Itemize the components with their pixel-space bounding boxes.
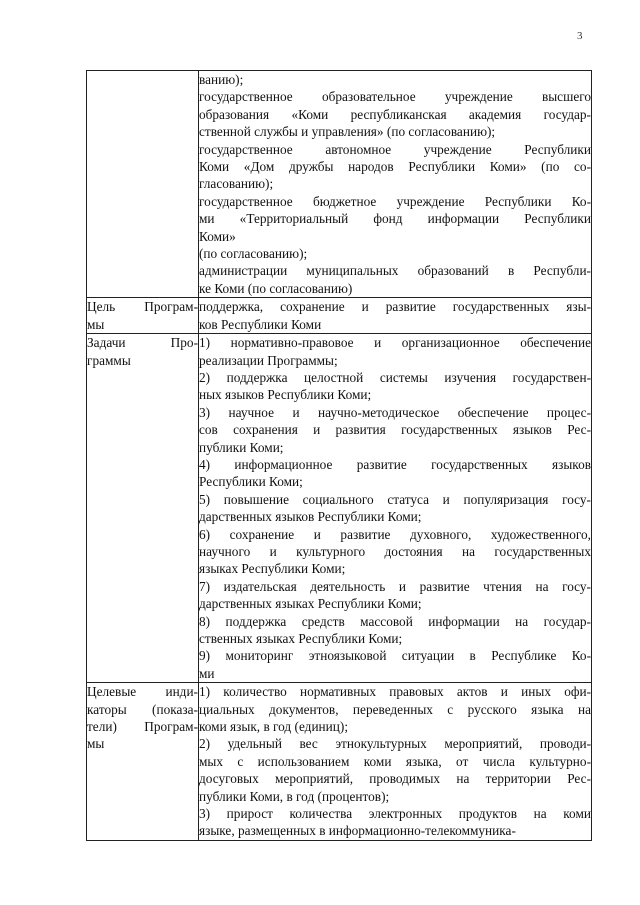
table-row <box>87 334 592 683</box>
row-label-cell <box>87 71 199 298</box>
content-paragraph <box>199 578 591 613</box>
content-line: Коми «Дом дружбы народов Республики Коми» (по со- <box>199 159 591 175</box>
content-line: государственное автономное учреждение Республики <box>199 141 591 157</box>
content-paragraph <box>199 647 591 682</box>
row-label-cell <box>87 334 199 683</box>
content-line: государственное образовательное учреждение высшего <box>199 89 591 105</box>
content-line: дарственных языков Республики Коми; <box>199 509 422 525</box>
content-line: языках Республики Коми; <box>199 561 346 577</box>
content-line: поддержка, сохранение и развитие государственных язы- <box>199 299 591 315</box>
content-paragraph <box>199 683 591 735</box>
content-paragraph <box>199 735 591 805</box>
content-paragraph <box>199 193 591 245</box>
page-number: 3 <box>577 30 583 42</box>
content-line: коми язык, в год (единиц); <box>199 719 349 735</box>
content-line: 2) поддержка целостной системы изучения государствен- <box>199 369 591 385</box>
content-line: 3) прирост количества электронных продуктов на коми <box>199 806 591 822</box>
content-line: 2) удельный вес этнокультурных мероприятий, проводи- <box>199 736 591 752</box>
content-line: 6) сохранение и развитие духовного, художественного, <box>199 526 591 542</box>
content-line: ке Коми (по согласованию) <box>199 280 353 296</box>
row-label-cell <box>87 683 199 841</box>
label-line: тели) Програм- <box>87 719 198 735</box>
content-paragraph <box>199 526 591 578</box>
content-line: досуговых мероприятий, проводимых на территории Рес- <box>199 771 591 787</box>
content-line: гласованию); <box>199 176 274 192</box>
content-paragraph <box>199 456 591 491</box>
content-line: ванию); <box>199 72 244 87</box>
row-content-cell <box>199 71 592 298</box>
label-line: мы <box>87 316 105 332</box>
content-line: (по согласованию); <box>199 246 308 262</box>
row-content-cell <box>199 298 592 334</box>
content-line: 3) научное и научно-методическое обеспечение процес- <box>199 404 591 420</box>
content-line: ми «Территориальный фонд информации Республики <box>199 211 591 227</box>
content-paragraph <box>199 298 591 333</box>
content-line: 5) повышение социального статуса и популяризация госу- <box>199 491 591 507</box>
label-line: Цель Програм- <box>87 299 198 315</box>
table-row <box>87 298 592 334</box>
content-line: научного и культурного достояния на государственных <box>199 543 591 559</box>
content-line: ков Республики Коми <box>199 316 322 332</box>
content-paragraph <box>199 245 591 262</box>
content-paragraph <box>199 369 591 404</box>
content-line: сов сохранения и развития государственных языков Рес- <box>199 422 591 438</box>
table-row <box>87 71 592 298</box>
content-paragraph <box>199 71 591 88</box>
row-content-cell <box>199 683 592 841</box>
label-line: каторы (показа- <box>87 701 198 717</box>
content-line: публики Коми, в год (процентов); <box>199 788 390 804</box>
content-paragraph <box>199 88 591 140</box>
row-content-cell <box>199 334 592 683</box>
content-line: 4) информационное развитие государственных языков <box>199 456 591 472</box>
content-line: циальных документов, переведенных с русского языка на <box>199 701 591 717</box>
content-line: образования «Коми республиканская академия государ- <box>199 106 591 122</box>
content-paragraph <box>199 613 591 648</box>
content-line: ных языков Республики Коми; <box>199 387 372 403</box>
content-line: 1) количество нормативных правовых актов и иных офи- <box>199 684 591 700</box>
content-line: мых с использованием коми языка, от числа культурно- <box>199 753 591 769</box>
content-line: языке, размещенных в информационно-телекоммуника- <box>199 823 516 839</box>
content-line: ственной службы и управления» (по согласованию); <box>199 124 496 140</box>
content-paragraph <box>199 262 591 297</box>
content-line: администрации муниципальных образований в Республи- <box>199 263 591 279</box>
content-paragraph <box>199 491 591 526</box>
content-line: ственных языках Республики Коми; <box>199 631 403 646</box>
program-passport-table <box>86 70 592 841</box>
content-paragraph <box>199 404 591 456</box>
content-paragraph <box>199 141 591 193</box>
content-paragraph <box>199 334 591 369</box>
content-line: 8) поддержка средств массовой информации на государ- <box>199 613 591 629</box>
label-line: мы <box>87 736 105 752</box>
table-row <box>87 683 592 841</box>
content-paragraph <box>199 805 591 840</box>
row-label-cell <box>87 298 199 334</box>
label-line: граммы <box>87 352 131 368</box>
content-line: Коми» <box>199 228 236 244</box>
content-line: 1) нормативно-правовое и организационное обеспечение <box>199 335 591 351</box>
label-line: Целевые инди- <box>87 684 198 700</box>
content-line: государственное бюджетное учреждение Республики Ко- <box>199 193 591 209</box>
content-line: дарственных языках Республики Коми; <box>199 596 422 612</box>
content-line: реализации Программы; <box>199 352 338 368</box>
content-line: публики Коми; <box>199 439 284 455</box>
content-line: Республики Коми; <box>199 474 303 490</box>
content-line: 9) мониторинг этноязыковой ситуации в Республике Ко- <box>199 648 591 664</box>
content-line: ми <box>199 665 215 681</box>
label-line: Задачи Про- <box>87 335 198 351</box>
content-line: 7) издательская деятельность и развитие чтения на госу- <box>199 578 591 594</box>
